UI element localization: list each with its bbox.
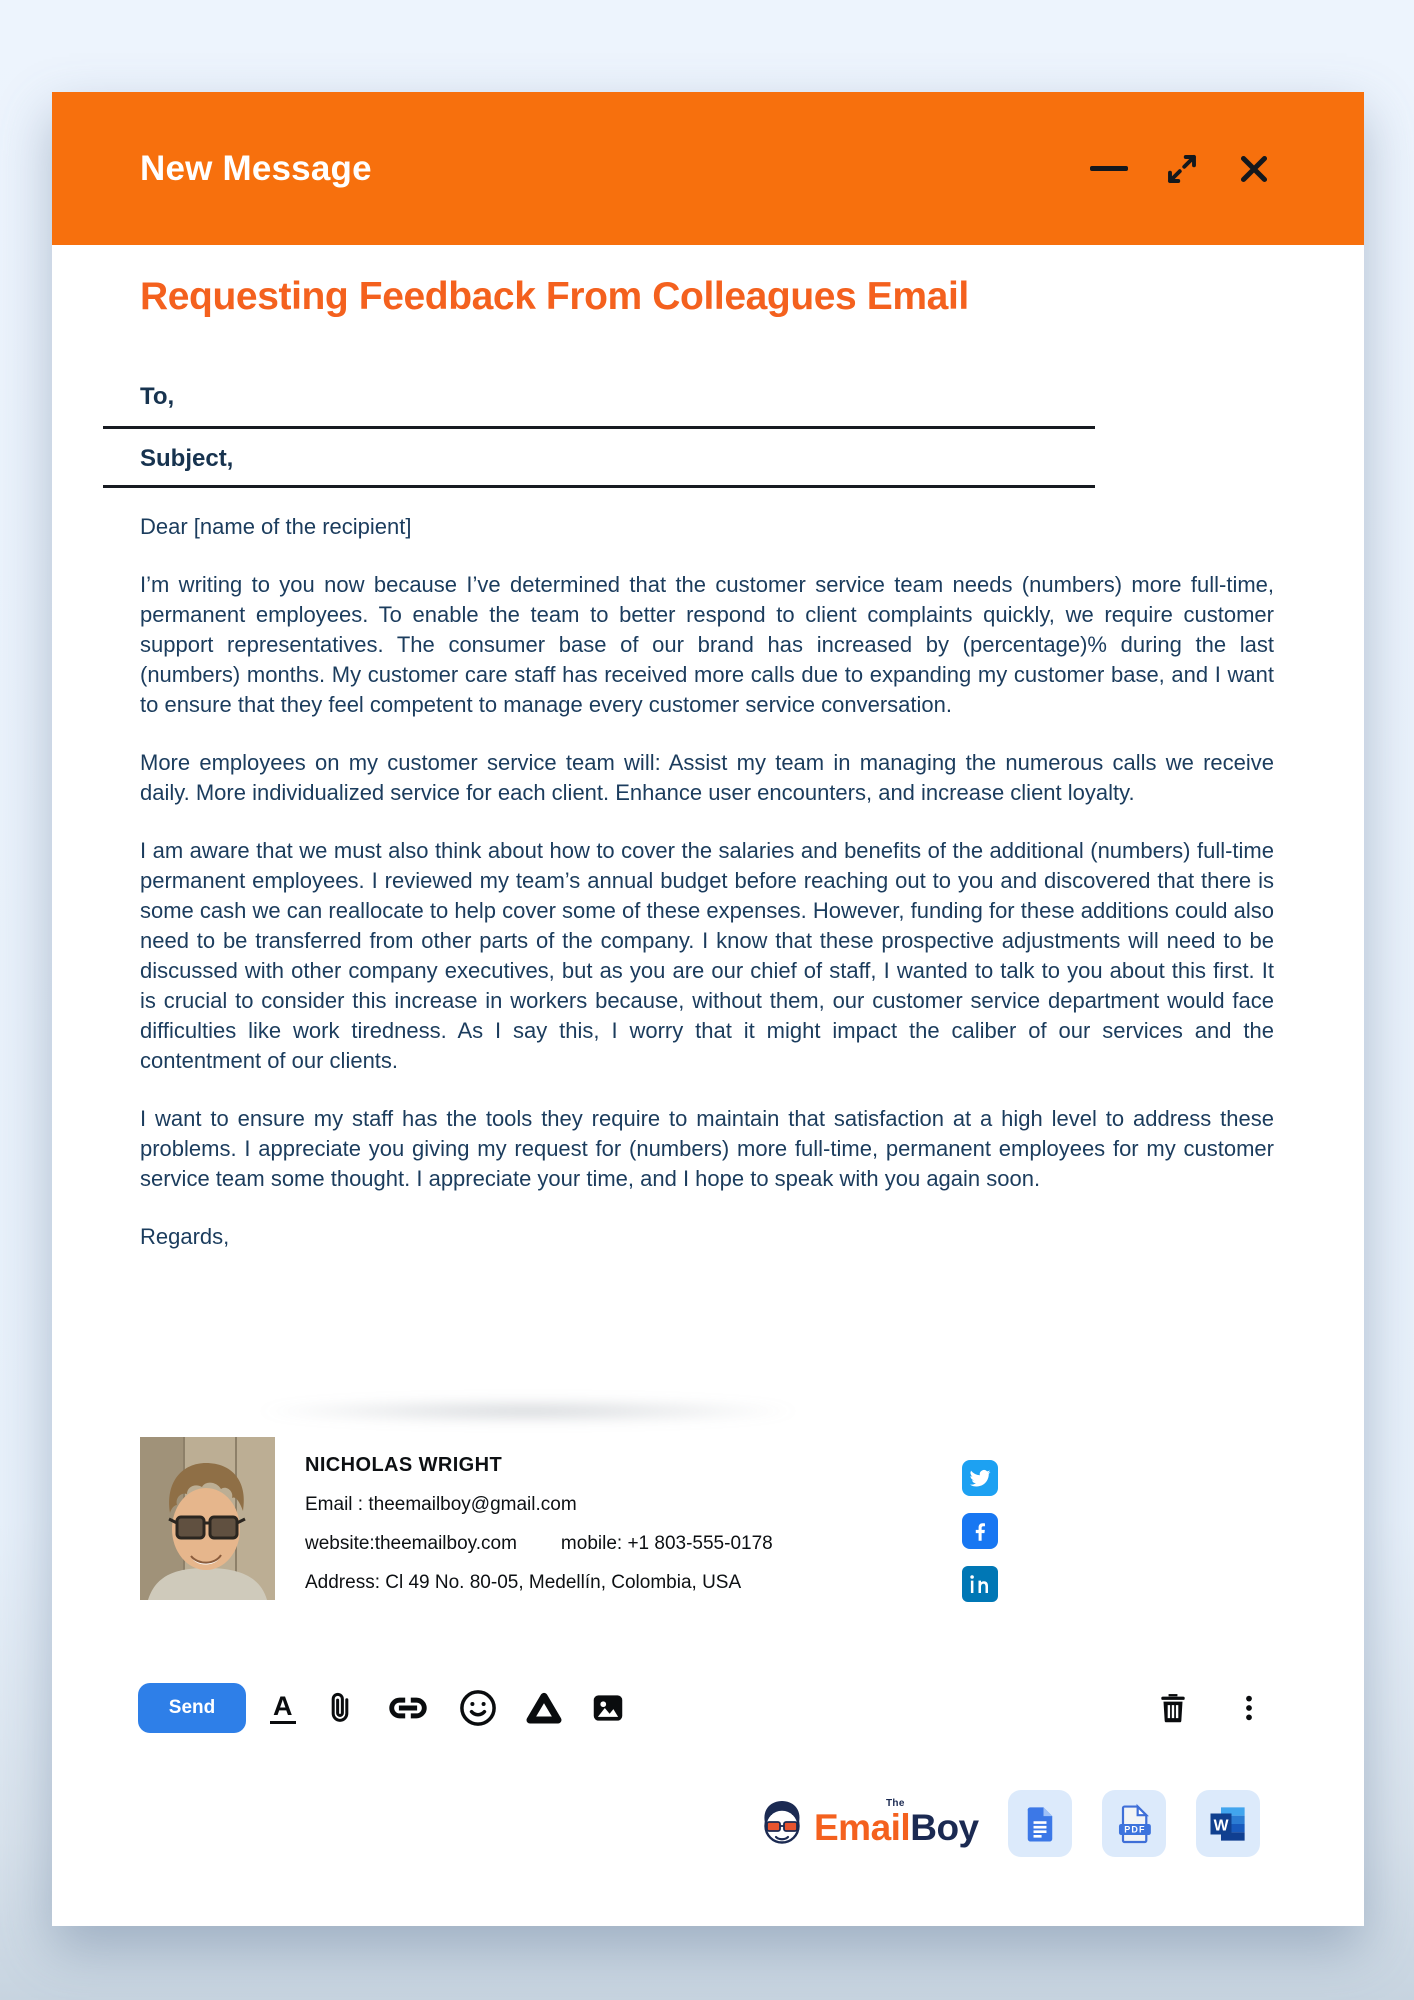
close-icon xyxy=(1236,151,1272,187)
insert-photo-button[interactable] xyxy=(589,1689,627,1727)
google-docs-download-button[interactable] xyxy=(1008,1790,1072,1857)
link-icon xyxy=(384,1687,432,1729)
footer xyxy=(52,1790,1364,1857)
portrait-image xyxy=(140,1437,275,1600)
minimize-button[interactable] xyxy=(1090,166,1128,171)
window-controls xyxy=(1090,151,1272,187)
subject-field[interactable] xyxy=(103,443,1095,488)
formatting-tools xyxy=(270,1687,627,1729)
compose-header xyxy=(52,92,1364,245)
send-button[interactable]: Send xyxy=(138,1683,246,1733)
message-body[interactable] xyxy=(140,512,1274,1252)
minimize-icon xyxy=(1090,166,1128,171)
pdf-icon xyxy=(1112,1802,1156,1846)
social-links xyxy=(962,1460,998,1602)
linkedin-button[interactable] xyxy=(962,1566,998,1602)
signature-photo xyxy=(140,1437,275,1600)
subject-label: Subject, xyxy=(140,445,234,472)
emoji-icon xyxy=(457,1687,499,1729)
expand-button[interactable] xyxy=(1164,151,1200,187)
emailboy-logo xyxy=(758,1798,979,1846)
signature-website: website:theemailboy.com xyxy=(305,1533,517,1554)
more-options-button[interactable] xyxy=(1234,1691,1264,1725)
facebook-button[interactable] xyxy=(962,1513,998,1549)
body-paragraph: I’m writing to you now because I’ve determined that the customer service team needs (numbers) more full-time, permanent employees. To enable the team to better respond to client complaints quickly, we require customer support representatives. The consumer base of our brand has increased by (percentage)% during the last (numbers) months. My customer care staff has received more calls due to expanding my customer base, and I want to ensure that they feel competent to manage every customer service conversation. xyxy=(140,572,1274,717)
google-docs-icon xyxy=(1019,1803,1061,1845)
format-text-icon: A xyxy=(270,1693,296,1724)
signature-address: Address: Cl 49 No. 80-05, Medellín, Colombia, USA xyxy=(305,1572,742,1593)
window-title: New Message xyxy=(140,148,372,188)
attach-file-button[interactable] xyxy=(321,1689,359,1727)
twitter-button[interactable] xyxy=(962,1460,998,1496)
facebook-icon xyxy=(967,1518,993,1544)
page-title: Requesting Feedback From Colleagues Email xyxy=(140,275,969,318)
emailboy-mascot-icon xyxy=(758,1798,806,1846)
image-icon xyxy=(589,1689,627,1727)
signature-name: NICHOLAS WRIGHT xyxy=(305,1454,503,1476)
delete-draft-button[interactable] xyxy=(1154,1689,1192,1727)
word-icon xyxy=(1207,1803,1249,1845)
closing: Regards, xyxy=(140,1224,230,1249)
signature-mobile: mobile: +1 803-555-0178 xyxy=(560,1533,773,1554)
word-label: W xyxy=(1213,1816,1229,1834)
word-download-button[interactable] xyxy=(1196,1790,1260,1857)
toolbar-right xyxy=(1154,1689,1264,1727)
brand-the: The xyxy=(886,1798,905,1809)
salutation: Dear [name of the recipient] xyxy=(140,514,412,539)
body-paragraph: I want to ensure my staff has the tools they require to maintain that satisfaction at a high level to address these problems. I appreciate you giving my request for (numbers) more full-time, permanent employees for my customer service team some thought. I appreciate your time, and I hope to speak with you again soon. xyxy=(140,1106,1274,1191)
more-vert-icon xyxy=(1234,1691,1264,1725)
close-button[interactable] xyxy=(1236,151,1272,187)
address-fields xyxy=(103,381,1095,488)
paperclip-icon xyxy=(321,1689,359,1727)
to-field[interactable] xyxy=(103,381,1095,429)
google-drive-button[interactable] xyxy=(524,1688,564,1728)
body-paragraph: More employees on my customer service team will: Assist my team in managing the numerous calls we receive daily. More individualized service for each client. Enhance user encounters, and increase client loyalty. xyxy=(140,750,1274,805)
twitter-icon xyxy=(968,1466,992,1490)
compose-toolbar xyxy=(138,1683,1264,1733)
signature-email: Email : theemailboy@gmail.com xyxy=(305,1494,577,1515)
google-drive-icon xyxy=(524,1688,564,1728)
insert-link-button[interactable] xyxy=(384,1687,432,1729)
brand-name xyxy=(814,1798,979,1848)
pdf-download-button[interactable] xyxy=(1102,1790,1166,1857)
compose-window xyxy=(52,92,1364,1926)
pdf-label: PDF xyxy=(1124,1824,1146,1835)
insert-emoji-button[interactable] xyxy=(457,1687,499,1729)
to-label: To, xyxy=(140,383,175,410)
body-paragraph: I am aware that we must also think about how to cover the salaries and benefits of the additional (numbers) full-time permanent employees. I reviewed my team’s annual budget before reaching out to you and discovered that there is some cash we can reallocate to help cover some of these expenses. However, funding for these additions could also need to be transferred from other parts of the company. I know that these prospective adjustments will need to be discussed with other company executives, but as you are our chief of staff, I wanted to talk to you about this first. It is crucial to consider this increase in workers because, without them, our customer service department would face difficulties like work tiredness. As I say this, I worry that it might impact the caliber of our services and the contentment of our clients. xyxy=(140,838,1274,1073)
expand-icon xyxy=(1164,151,1200,187)
brand-boy: Boy xyxy=(910,1807,979,1848)
signature-block xyxy=(305,1454,773,1594)
trash-icon xyxy=(1154,1689,1192,1727)
linkedin-icon xyxy=(968,1572,992,1596)
formatting-options-button[interactable] xyxy=(270,1690,296,1724)
signature-shadow xyxy=(148,1395,908,1427)
brand-email: Email xyxy=(814,1807,911,1848)
